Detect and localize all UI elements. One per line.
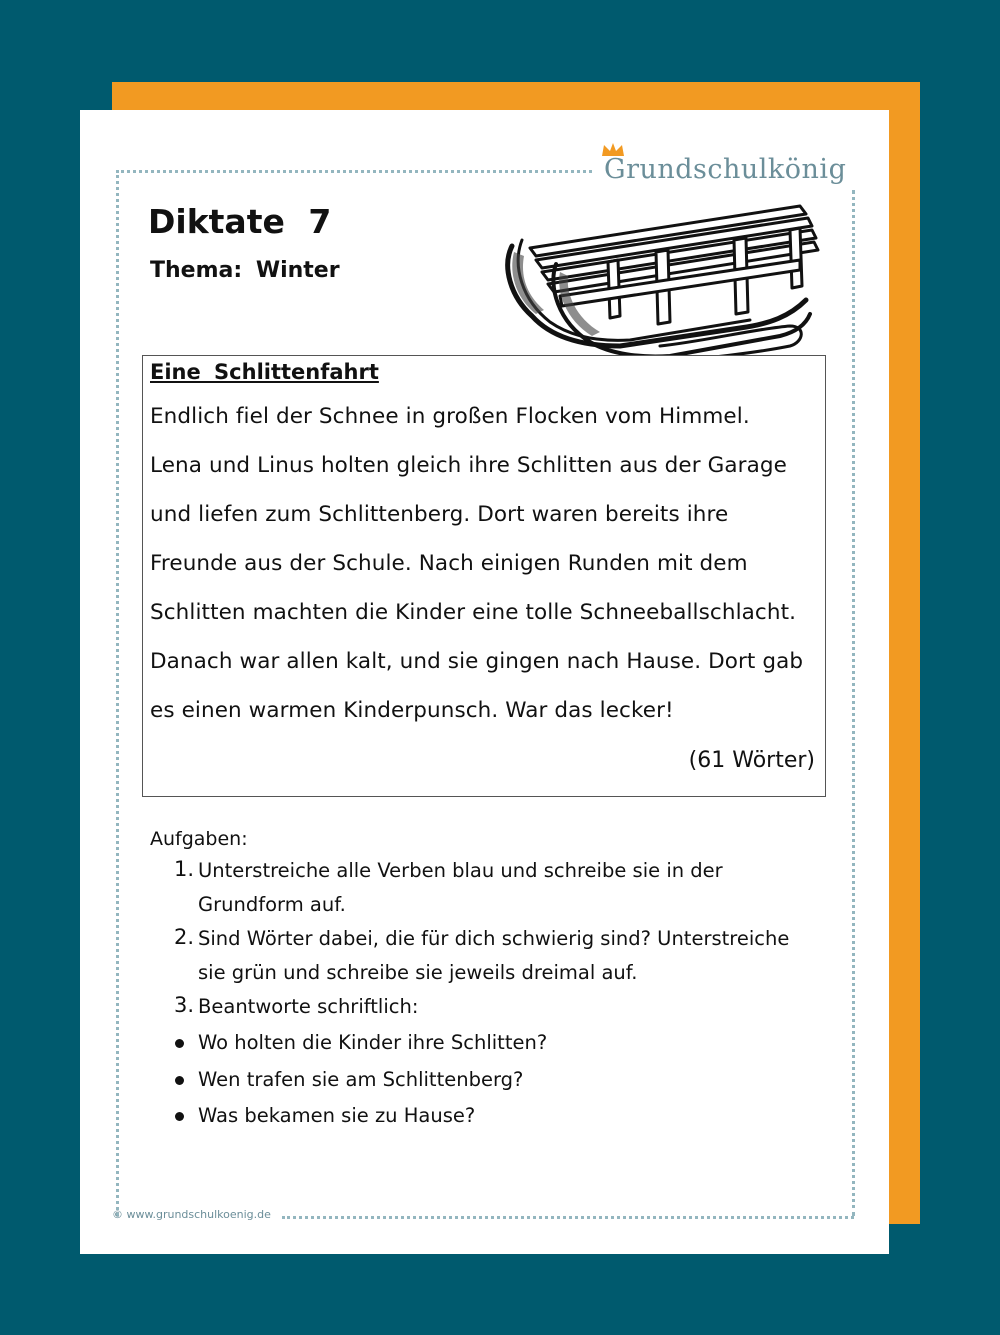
story-line: Endlich fiel der Schnee in großen Flocken vom Himmel. (150, 404, 750, 429)
question-item: Was bekamen sie zu Hause? (198, 1104, 476, 1127)
bullet-icon (175, 1039, 184, 1048)
brand-logo (600, 148, 860, 188)
bullet-icon (175, 1112, 184, 1121)
bullet-icon (175, 1076, 184, 1085)
frame-top-border (116, 170, 592, 173)
frame-right-border (852, 190, 855, 1216)
tasks-heading: Aufgaben: (150, 828, 248, 850)
dictation-text-box (142, 355, 826, 797)
task-text: sie grün und schreibe sie jeweils dreimal auf. (198, 961, 638, 984)
theme-label: Thema: Winter (150, 258, 340, 283)
task-text: Beantworte schriftlich: (198, 995, 419, 1018)
story-line: Schlitten machten die Kinder eine tolle Schneeballschlacht. (150, 600, 797, 625)
task-number: 2. (174, 925, 195, 949)
task-text: Unterstreiche alle Verben blau und schreibe sie in der (198, 859, 723, 882)
frame-left-border (116, 170, 119, 1216)
story-line: es einen warmen Kinderpunsch. War das lecker! (150, 698, 674, 723)
question-item: Wen trafen sie am Schlittenberg? (198, 1068, 524, 1091)
story-title: Eine Schlittenfahrt (150, 360, 379, 384)
brand-name: Grundschulkönig (604, 154, 847, 185)
frame-bottom-border (282, 1216, 854, 1219)
footer-copyright: © www.grundschulkoenig.de (112, 1208, 271, 1221)
word-count: (61 Wörter) (688, 748, 815, 773)
page-title: Diktate 7 (148, 202, 332, 241)
story-line: Danach war allen kalt, und sie gingen nach Hause. Dort gab (150, 649, 804, 674)
story-line: Freunde aus der Schule. Nach einigen Runden mit dem (150, 551, 748, 576)
task-number: 1. (174, 857, 195, 881)
task-text: Grundform auf. (198, 893, 346, 916)
story-line: Lena und Linus holten gleich ihre Schlitten aus der Garage (150, 453, 787, 478)
task-text: Sind Wörter dabei, die für dich schwierig sind? Unterstreiche (198, 927, 790, 950)
story-line: und liefen zum Schlittenberg. Dort waren bereits ihre (150, 502, 729, 527)
task-number: 3. (174, 993, 195, 1017)
sled-icon (500, 196, 822, 378)
question-item: Wo holten die Kinder ihre Schlitten? (198, 1031, 548, 1054)
